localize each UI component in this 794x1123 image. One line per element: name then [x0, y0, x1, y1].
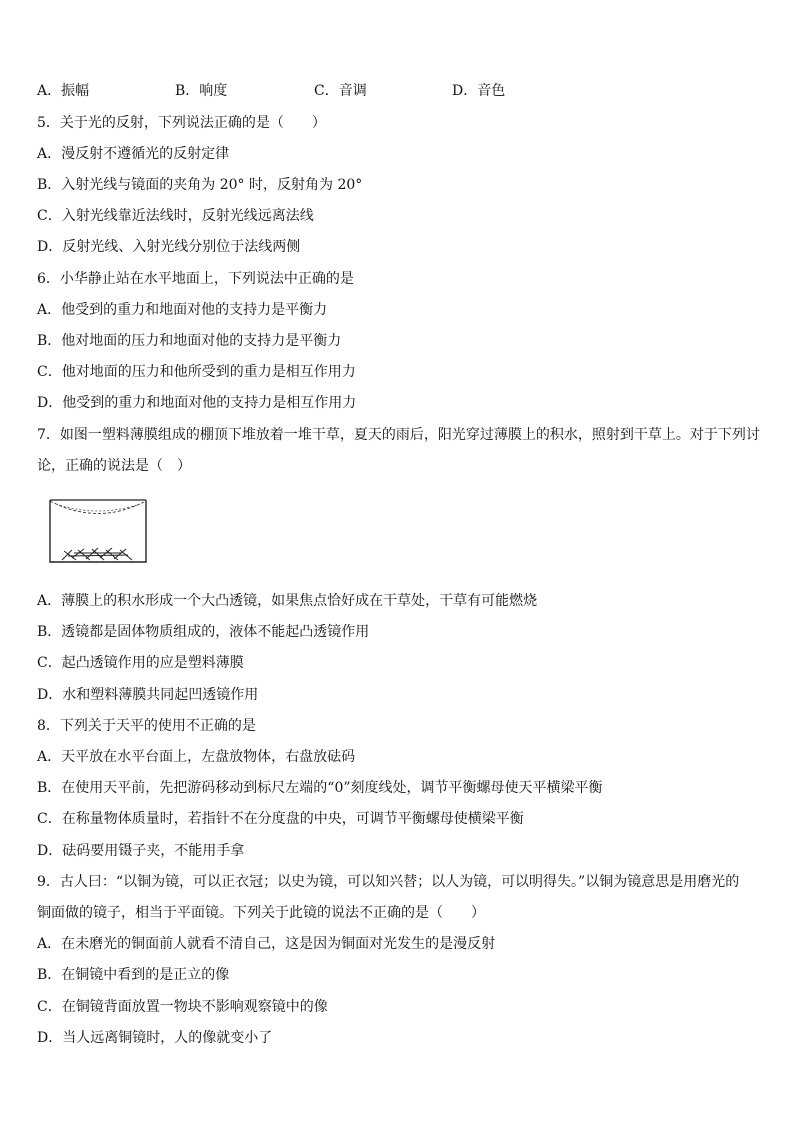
q7-option-d: D．水和塑料薄膜共同起凹透镜作用	[37, 687, 259, 703]
q9-stem-line1: 9．古人曰：“以铜为镜，可以正衣冠；以史为镜，可以知兴替；以人为镜，可以明得失。”以铜为镜意思是用磨光的	[37, 874, 740, 890]
q9-option-c: C．在铜镜背面放置一物块不影响观察镜中的像	[37, 999, 328, 1015]
q7-option-a: A．薄膜上的积水形成一个大凸透镜，如果焦点恰好成在干草处，干草有可能燃烧	[37, 593, 538, 609]
q8-option-c: C．在称量物体质量时，若指针不在分度盘的中央，可调节平衡螺母使横梁平衡	[37, 811, 524, 827]
q8-stem: 8．下列关于天平的使用不正确的是	[37, 718, 256, 734]
q6-stem: 6．小华静止站在水平地面上，下列说法中正确的是	[37, 271, 354, 287]
q5-option-c: C．入射光线靠近法线时，反射光线远离法线	[37, 208, 314, 224]
q9-stem-line2: 铜面做的镜子，相当于平面镜。下列关于此镜的说法不正确的是（ ）	[37, 905, 485, 921]
q6-option-c: C．他对地面的压力和他所受到的重力是相互作用力	[37, 364, 356, 380]
q8-option-d: D．砝码要用镊子夹，不能用手拿	[37, 843, 245, 859]
q4-option-a: A．振幅	[37, 83, 90, 99]
q8-option-b: B．在使用天平前，先把游码移动到标尺左端的“0”刻度线处，调节平衡螺母使天平横梁平衡	[37, 780, 603, 796]
q7-option-b: B．透镜都是固体物质组成的，液体不能起凸透镜作用	[37, 624, 370, 640]
q5-option-d: D．反射光线、入射光线分别位于法线两侧	[37, 239, 301, 255]
q6-option-b: B．他对地面的压力和地面对他的支持力是平衡力	[37, 333, 342, 349]
q7-option-c: C．起凸透镜作用的应是塑料薄膜	[37, 655, 244, 671]
q4-option-b: B．响度	[175, 83, 228, 99]
q9-option-d: D．当人远离铜镜时，人的像就变小了	[37, 1030, 273, 1046]
q9-option-b: B．在铜镜中看到的是正立的像	[37, 967, 230, 983]
q7-stem-line2: 论，正确的说法是（ ）	[37, 458, 191, 474]
q4-option-c: C．音调	[314, 83, 367, 99]
q7-shed-figure	[48, 498, 148, 564]
q5-option-b: B．入射光线与镜面的夹角为 20° 时，反射角为 20°	[37, 177, 363, 193]
q9-option-a: A．在未磨光的铜面前人就看不清自己，这是因为铜面对光发生的是漫反射	[37, 936, 496, 952]
q8-option-a: A．天平放在水平台面上，左盘放物体，右盘放砝码	[37, 749, 356, 765]
q6-option-d: D．他受到的重力和地面对他的支持力是相互作用力	[37, 395, 357, 411]
q4-option-d: D．音色	[452, 83, 506, 99]
q4-options	[0, 82, 794, 100]
q6-option-a: A．他受到的重力和地面对他的支持力是平衡力	[37, 302, 328, 318]
q5-option-a: A．漫反射不遵循光的反射定律	[37, 146, 230, 162]
q7-stem-line1: 7．如图一塑料薄膜组成的棚顶下堆放着一堆干草，夏天的雨后，阳光穿过薄膜上的积水，照射到干草上。对于下列讨	[37, 427, 760, 443]
q5-stem: 5．关于光的反射，下列说法正确的是（ ）	[37, 115, 326, 131]
